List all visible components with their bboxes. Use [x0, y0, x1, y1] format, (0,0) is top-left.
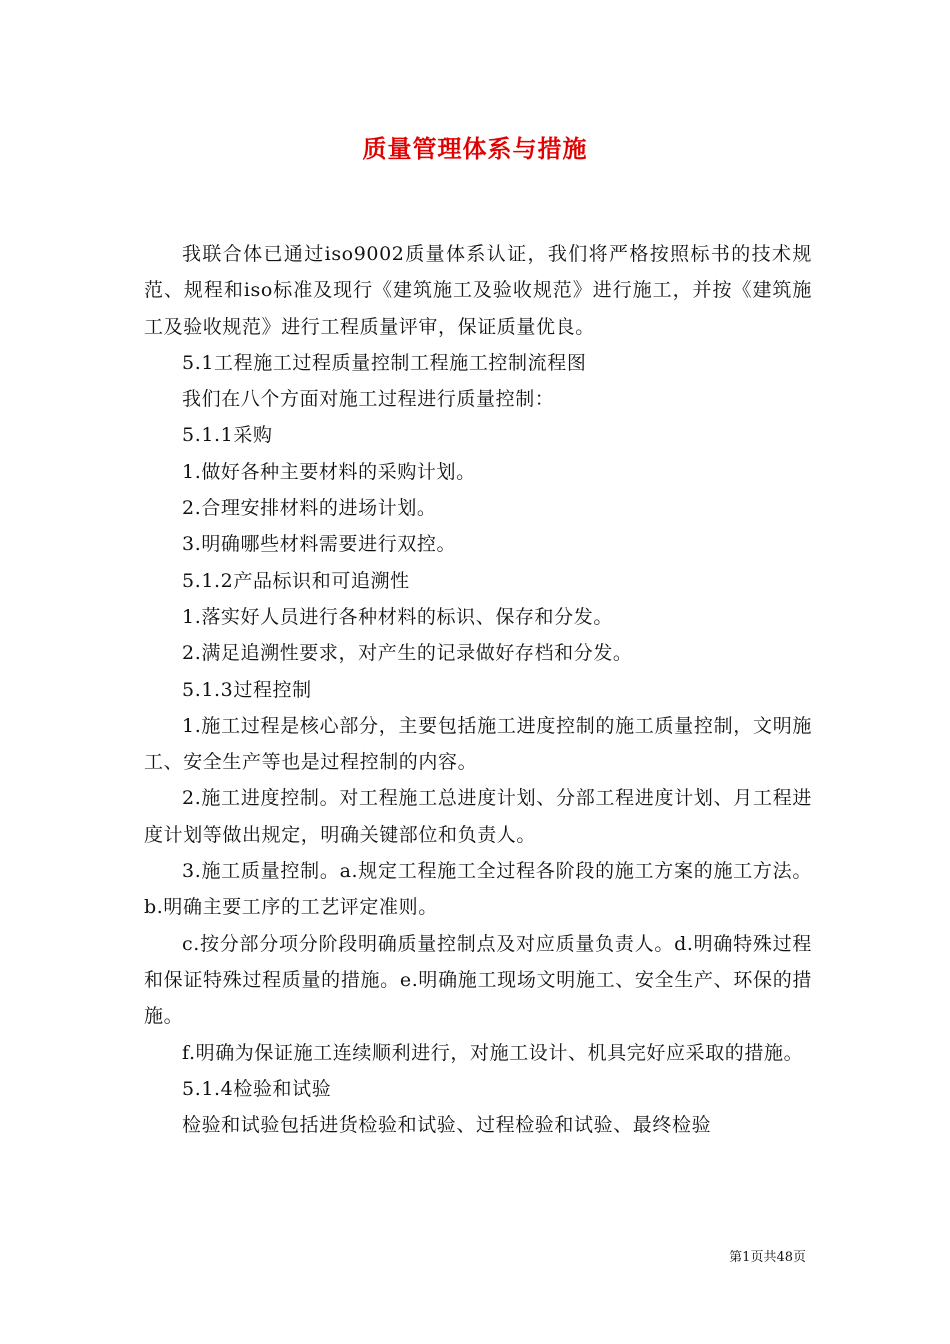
paragraph-inspection: 检验和试验包括进货检验和试验、过程检验和试验、最终检验 — [182, 1114, 712, 1137]
list-item: 1.落实好人员进行各种材料的标识、保存和分发。 — [182, 605, 613, 628]
document-title: 质量管理体系与措施 — [362, 134, 588, 163]
paragraph-eight-aspects: 我们在八个方面对施工过程进行质量控制： — [182, 388, 555, 411]
list-item: 3.施工质量控制。a.规定工程施工全过程各阶段的施工方案的施工方法。b.明确主要工序的工艺评定准则。 — [144, 860, 812, 919]
page-number: 第1页共48页 — [729, 1250, 806, 1265]
list-item: 3.明确哪些材料需要进行双控。 — [182, 533, 457, 556]
document-body — [144, 236, 812, 1143]
list-item: 2.合理安排材料的进场计划。 — [182, 497, 437, 520]
list-item: 1.施工过程是核心部分，主要包括施工进度控制的施工质量控制，文明施工、安全生产等也是过程控制的内容。 — [144, 714, 812, 774]
heading-5-1-4: 5.1.4检验和试验 — [182, 1077, 332, 1100]
list-item: 2.满足追溯性要求，对产生的记录做好存档和分发。 — [182, 642, 633, 665]
heading-5-1-3: 5.1.3过程控制 — [182, 678, 312, 701]
list-item: c.按分部分项分阶段明确质量控制点及对应质量负责人。d.明确特殊过程和保证特殊过程质量的措施。e.明确施工现场文明施工、安全生产、环保的措施。 — [144, 932, 812, 1028]
heading-5-1-1: 5.1.1采购 — [182, 424, 273, 447]
list-item: f.明确为保证施工连续顺利进行，对施工设计、机具完好应采取的措施。 — [182, 1041, 804, 1064]
list-item: 2.施工进度控制。对工程施工总进度计划、分部工程进度计划、月工程进度计划等做出规定，明确关键部位和负责人。 — [144, 787, 812, 846]
paragraph-section-5-1: 5.1工程施工过程质量控制工程施工控制流程图 — [182, 351, 587, 374]
paragraph-intro: 我联合体已通过iso9002质量体系认证，我们将严格按照标书的技术规范、规程和iso标准及现行《建筑施工及验收规范》进行施工，并按《建筑施工及验收规范》进行工程质量评审，保证质量优良。 — [144, 243, 812, 338]
heading-5-1-2: 5.1.2产品标识和可追溯性 — [182, 569, 410, 592]
list-item: 1.做好各种主要材料的采购计划。 — [182, 460, 476, 483]
